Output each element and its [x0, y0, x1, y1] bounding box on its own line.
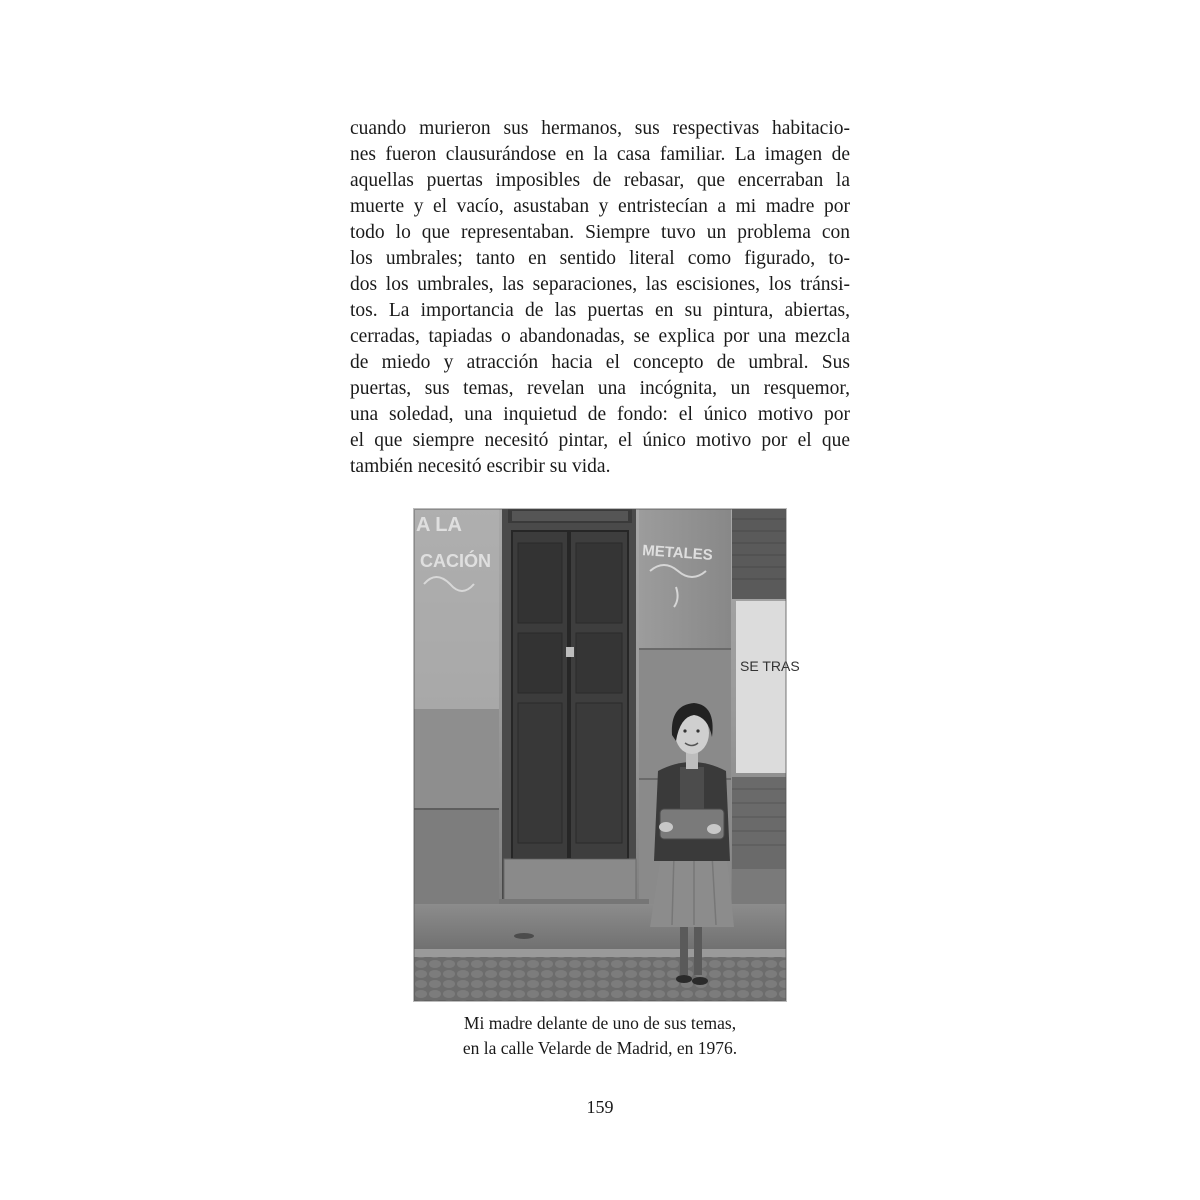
page-number: 159: [586, 1097, 614, 1117]
caption-line: Mi madre delante de uno de sus temas,: [463, 1013, 737, 1033]
sign-metales: METALES: [641, 542, 714, 564]
photo-illustration: [414, 509, 800, 1001]
body-paragraph: [350, 116, 850, 480]
body-line: de miedo y atracción hacia el concepto de umbral. Sus: [350, 352, 850, 373]
body-line: cerradas, tapiadas o abandonadas, se explica por una mezcla: [350, 326, 850, 347]
body-line: todo lo que representaban. Siempre tuvo un problema con: [350, 222, 850, 243]
photo-caption: [350, 1011, 850, 1061]
street-photograph: [414, 509, 800, 1001]
body-line: cuando murieron sus hermanos, sus respectivas habitacio-: [350, 118, 850, 139]
body-line: nes fueron clausurándose en la casa familiar. La imagen de: [350, 144, 850, 165]
sign-se-traspasa: SE TRAS: [740, 658, 800, 674]
sign-left-top: A LA: [416, 514, 462, 536]
body-line: el que siempre necesitó pintar, el único motivo por el que: [350, 430, 850, 451]
body-line: dos los umbrales, las separaciones, las escisiones, los tránsi-: [350, 274, 850, 295]
body-line: tos. La importancia de las puertas en su pintura, abiertas,: [350, 300, 850, 321]
body-line: muerte y el vacío, asustaban y entristecían a mi madre por: [350, 196, 850, 217]
body-line: también necesitó escribir su vida.: [350, 456, 611, 477]
caption-line: en la calle Velarde de Madrid, en 1976.: [462, 1038, 738, 1058]
sign-left-bottom: CACIÓN: [420, 551, 491, 571]
body-line: aquellas puertas imposibles de rebasar, que encerraban la: [350, 170, 850, 191]
body-line: una soledad, una inquietud de fondo: el único motivo por: [350, 404, 850, 425]
body-line: los umbrales; tanto en sentido literal como figurado, to-: [350, 248, 850, 269]
body-line: puertas, sus temas, revelan una incógnita, un resquemor,: [350, 378, 850, 399]
